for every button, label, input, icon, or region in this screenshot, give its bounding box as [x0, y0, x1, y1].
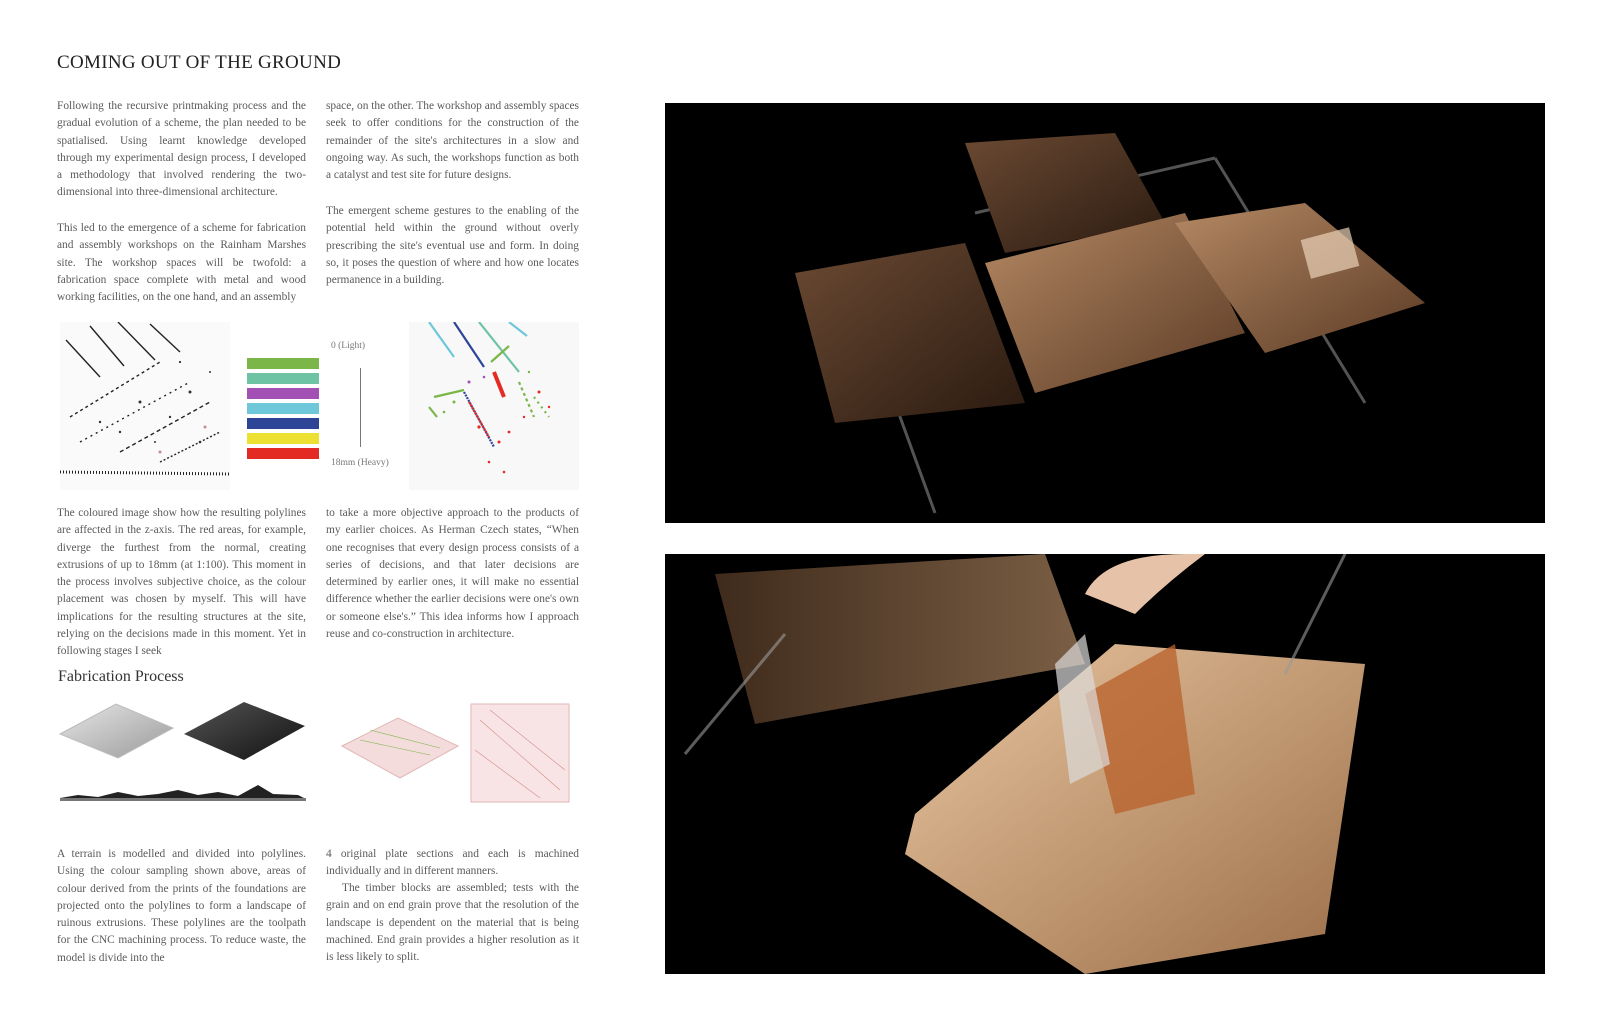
colour-swatch — [247, 403, 319, 414]
fabrication-heading: Fabrication Process — [58, 668, 184, 685]
colour-swatch — [247, 433, 319, 444]
fabrication-left-paragraph: A terrain is modelled and divided into polylines. Using the colour sampling shown above, areas of colour derived from the prints of the foundations are projected onto the polylines to form a landscape of ruinous extrusions. These polylines are the toolpath for the CNC machining process. To reduce waste, the model is divide into the — [57, 848, 306, 964]
intro-right-paragraph-1: space, on the other. The workshop and assembly spaces seek to offer conditions for the construction of the remainder of the site's architectures in a slow and ongoing way. As such, the workshops function as both a catalyst and test site for future designs. — [326, 100, 579, 182]
fabrication-toolpath-images — [340, 700, 580, 815]
colour-swatch — [247, 373, 319, 384]
coloured-print-image — [409, 322, 579, 490]
page-title: COMING OUT OF THE GROUND — [57, 52, 342, 73]
colour-swatch — [247, 418, 319, 429]
intro-left-paragraph-1: Following the recursive printmaking process and the gradual evolution of a scheme, the plan needed to be spatialised. Using learnt knowledge developed through my experimental design process, I developed a methodology that involved rendering the two-dimensional into three-dimensional architecture. — [57, 100, 306, 199]
scale-bottom-label: 18mm (Heavy) — [331, 458, 389, 468]
fabrication-right-paragraph-1: 4 original plate sections and each is machined individually and in different manners. — [326, 848, 579, 878]
foundation-print-image — [60, 322, 230, 490]
coloured-right-paragraph: to take a more objective approach to the products of my earlier choices. As Herman Czech states, “When one recognises that every design process consists of a series of decisions, and that later decisions are determined by earlier ones, it will make no essential difference whether the earlier decisions were one's own or someone else's.” This idea informs how I approach reuse and co-construction in architecture. — [326, 507, 579, 641]
fabrication-model-images — [58, 700, 318, 815]
scale-top-label: 0 (Light) — [331, 341, 366, 351]
colour-swatch — [247, 388, 319, 399]
terrain-model-photo-bottom — [665, 554, 1545, 974]
fabrication-right-paragraph-2: The timber blocks are assembled; tests with the grain and on end grain prove that the resolution of the landscape is dependent on the material that is being machined. End grain provides a higher resolution as it is less likely to split. — [326, 882, 579, 964]
colour-swatch — [247, 448, 319, 459]
terrain-model-photo-top — [665, 103, 1545, 523]
scale-line — [360, 368, 361, 447]
colour-swatch — [247, 358, 319, 369]
coloured-left-paragraph: The coloured image show how the resulting polylines are affected in the z-axis. The red areas, for example, diverge the furthest from the normal, creating extrusions of up to 18mm (at 1:100). This moment in the process involves subjective choice, as the colour placement was chosen by myself. This will have implications for the resulting structures at the site, relying on the decisions made in this moment. Yet in following stages I seek — [57, 507, 306, 658]
intro-left-paragraph-2: This led to the emergence of a scheme for fabrication and assembly workshops on the Rainham Marshes site. The workshop spaces will be twofold: a fabrication space complete with metal and wood working facilities, on the one hand, and an assembly — [57, 222, 306, 304]
intro-right-paragraph-2: The emergent scheme gestures to the enabling of the potential held within the ground without overly prescribing the site's eventual use and form. In doing so, it poses the question of where and how one locates permanence in a building. — [326, 205, 579, 287]
